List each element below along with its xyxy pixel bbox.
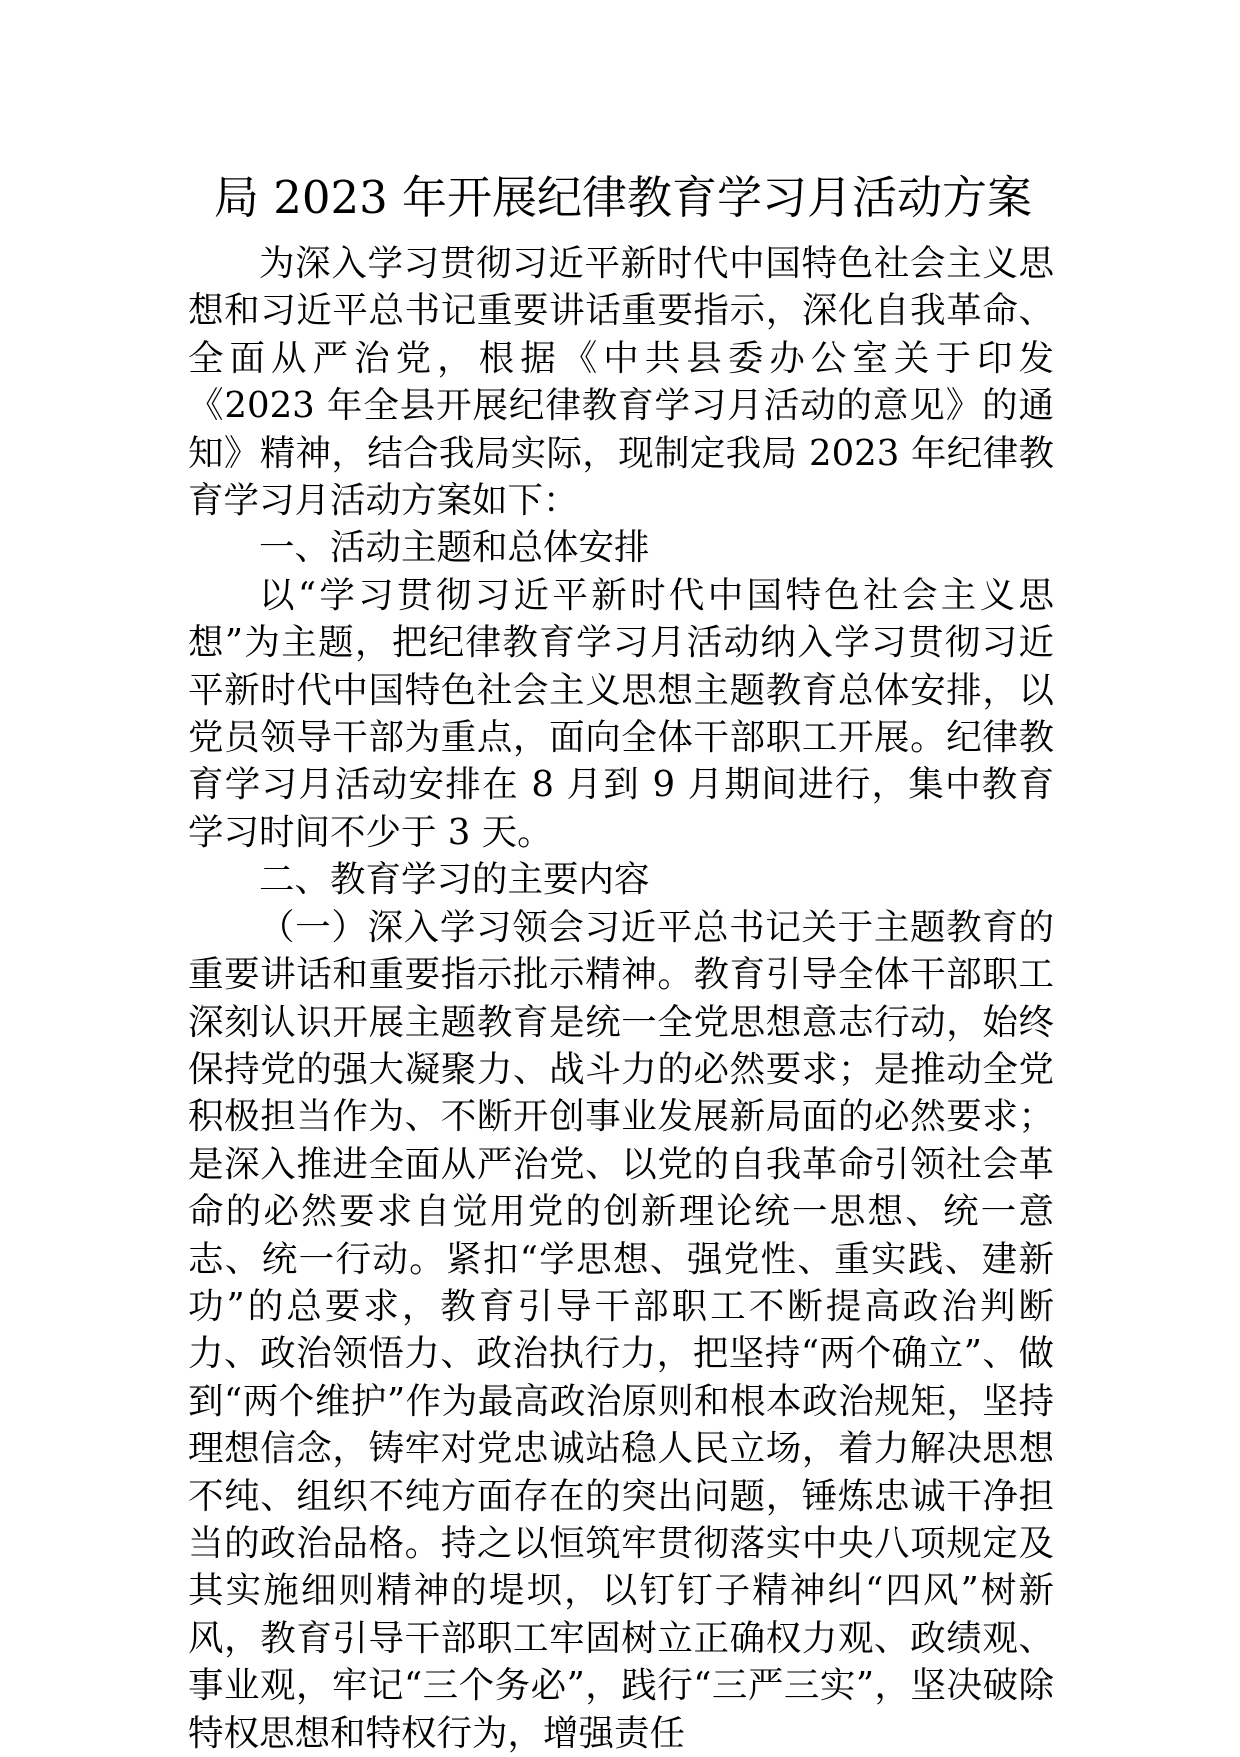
section-heading-1: 一、活动主题和总体安排 (259, 527, 650, 569)
section-1-paragraph: 以“学习贯彻习近平新时代中国特色社会主义思想”为主题，把纪律教育学习月活动纳入学习贯彻习近平新时代中国特色社会主义思想主题教育总体安排，以党员领导干部为重点，面向全体干部职工开展。纪律教育学习月活动安排在 8 月到 9 月期间进行，集中教育学习时间不少于 3 天。 (188, 574, 1054, 853)
document-body (188, 240, 1054, 1757)
section-2-paragraph: （一）深入学习领会习近平总书记关于主题教育的重要讲话和重要指示批示精神。教育引导全体干部职工深刻认识开展主题教育是统一全党思想意志行动，始终保持党的强大凝聚力、战斗力的必然要求；是推动全党积极担当作为、不断开创事业发展新局面的必然要求；是深入推进全面从严治党、以党的自我革命引领社会革命的必然要求自觉用党的创新理论统一思想、统一意志、统一行动。紧扣“学思想、强党性、重实践、建新功”的总要求，教育引导干部职工不断提高政治判断力、政治领悟力、政治执行力，把坚持“两个确立”、做到“两个维护”作为最高政治原则和根本政治规矩，坚持理想信念，铸牢对党忠诚站稳人民立场，着力解决思想不纯、组织不纯方面存在的突出问题，锤炼忠诚干净担当的政治品格。持之以恒筑牢贯彻落实中央八项规定及其实施细则精神的堤坝，以钉钉子精神纠“四风”树新风，教育引导干部职工牢固树立正确权力观、政绩观、事业观，牢记“三个务必”，践行“三严三实”，坚决破除特权思想和特权行为，增强责任 (188, 906, 1054, 1754)
section-heading-2: 二、教育学习的主要内容 (259, 859, 650, 901)
document-title: 局 2023 年开展纪律教育学习月活动方案 (213, 171, 1033, 224)
intro-paragraph: 为深入学习贯彻习近平新时代中国特色社会主义思想和习近平总书记重要讲话重要指示，深化自我革命、全面从严治党，根据《中共县委办公室关于印发《2023 年全县开展纪律教育学习月活动的意见》的通知》精神，结合我局实际，现制定我局 2023 年纪律教育学习月活动方案如下： (188, 243, 1054, 522)
